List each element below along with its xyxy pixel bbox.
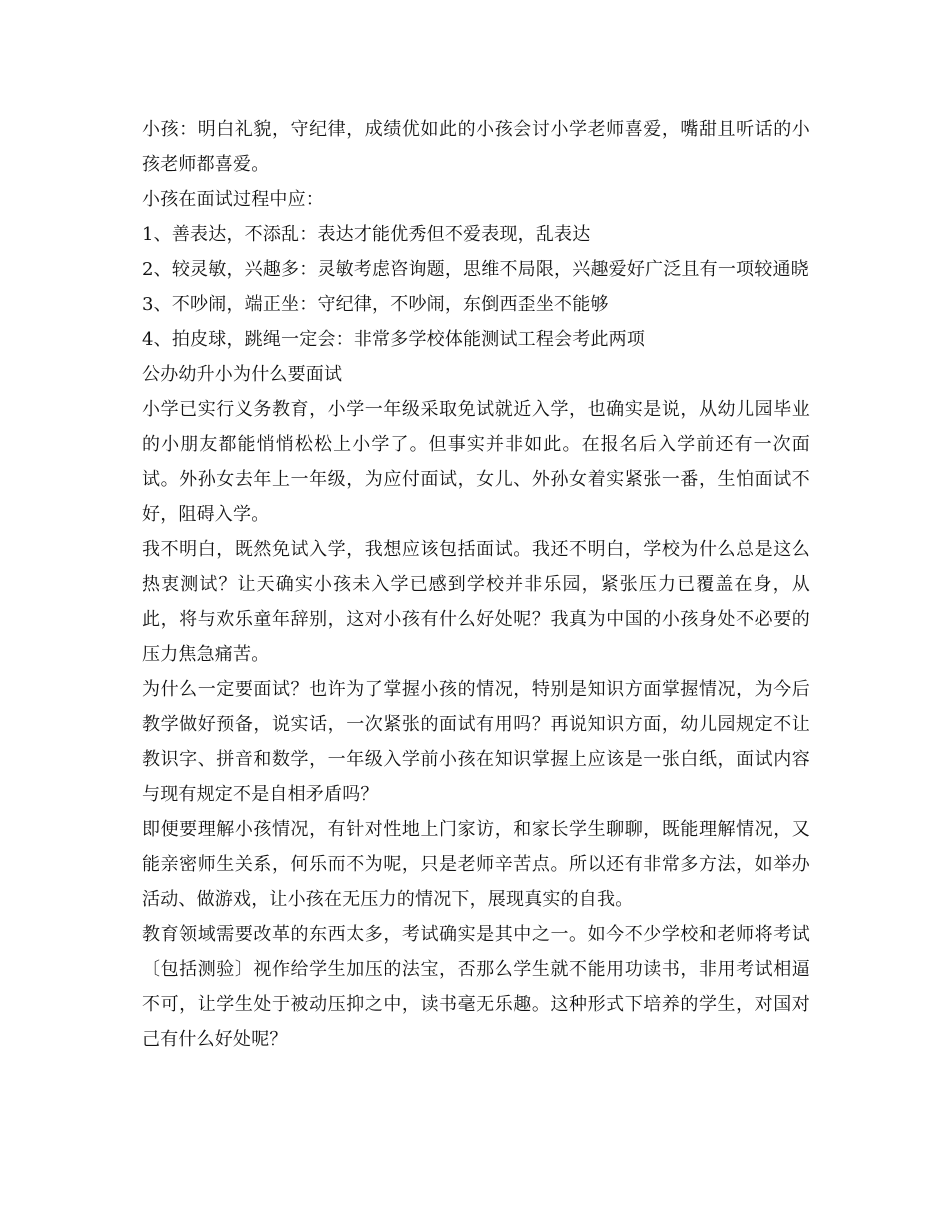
paragraph-intro: 小孩：明白礼貌，守纪律，成绩优如此的小孩会讨小学老师喜爱，嘴甜且听话的小孩老师都喜爱。 [142, 119, 810, 175]
paragraph-body-3: 为什么一定要面试？也许为了掌握小孩的情况，特别是知识方面掌握情况，为今后教学做好预备，说实话，一次紧张的面试有用吗？再说知识方面，幼儿园规定不让教识字、拼音和数学，一年级入学前小孩在知识掌握上应该是一张白纸，面试内容与现有规定不是自相矛盾吗？ [142, 679, 810, 805]
list-item-4: 4、拍皮球，跳绳一定会：非常多学校体能测试工程会考此两项 [142, 329, 646, 350]
paragraph-body-4: 即便要理解小孩情况，有针对性地上门家访，和家长学生聊聊，既能理解情况，又能亲密师生关系，何乐而不为呢，只是老师辛苦点。所以还有非常多方法，如举办活动、做游戏，让小孩在无压力的情况下，展现真实的自我。 [142, 819, 810, 910]
paragraph-body-5: 教育领域需要改革的东西太多，考试确实是其中之一。如今不少学校和老师将考试〔包括测验〕视作给学生加压的法宝，否那么学生就不能用功读书，非用考试相逼不可，让学生处于被动压抑之中，读书毫无乐趣。这种形式下培养的学生，对国对己有什么好处呢？ [142, 924, 810, 1050]
paragraph-body-2: 我不明白，既然免试入学，我想应该包括面试。我还不明白，学校为什么总是这么热衷测试？让天确实小孩未入学已感到学校并非乐园，紧张压力已覆盖在身，从此，将与欢乐童年辞别，这对小孩有什么好处呢？我真为中国的小孩身处不必要的压力焦急痛苦。 [142, 539, 810, 665]
paragraph-heading-interview: 小孩在面试过程中应： [142, 189, 324, 210]
paragraph-body-1: 小学已实行义务教育，小学一年级采取免试就近入学，也确实是说，从幼儿园毕业的小朋友都能悄悄松松上小学了。但事实并非如此。在报名后入学前还有一次面试。外孙女去年上一年级，为应付面试，女儿、外孙女着实紧张一番，生怕面试不好，阻碍入学。 [142, 399, 810, 525]
list-item-3: 3、不吵闹，端正坐：守纪律，不吵闹，东倒西歪坐不能够 [142, 294, 609, 315]
section-title: 公办幼升小为什么要面试 [142, 364, 343, 385]
document-body [142, 112, 810, 1057]
list-item-1: 1、善表达，不添乱：表达才能优秀但不爱表现，乱表达 [142, 224, 591, 245]
list-item-2: 2、较灵敏，兴趣多：灵敏考虑咨询题，思维不局限，兴趣爱好广泛且有一项较通晓 [142, 259, 809, 280]
